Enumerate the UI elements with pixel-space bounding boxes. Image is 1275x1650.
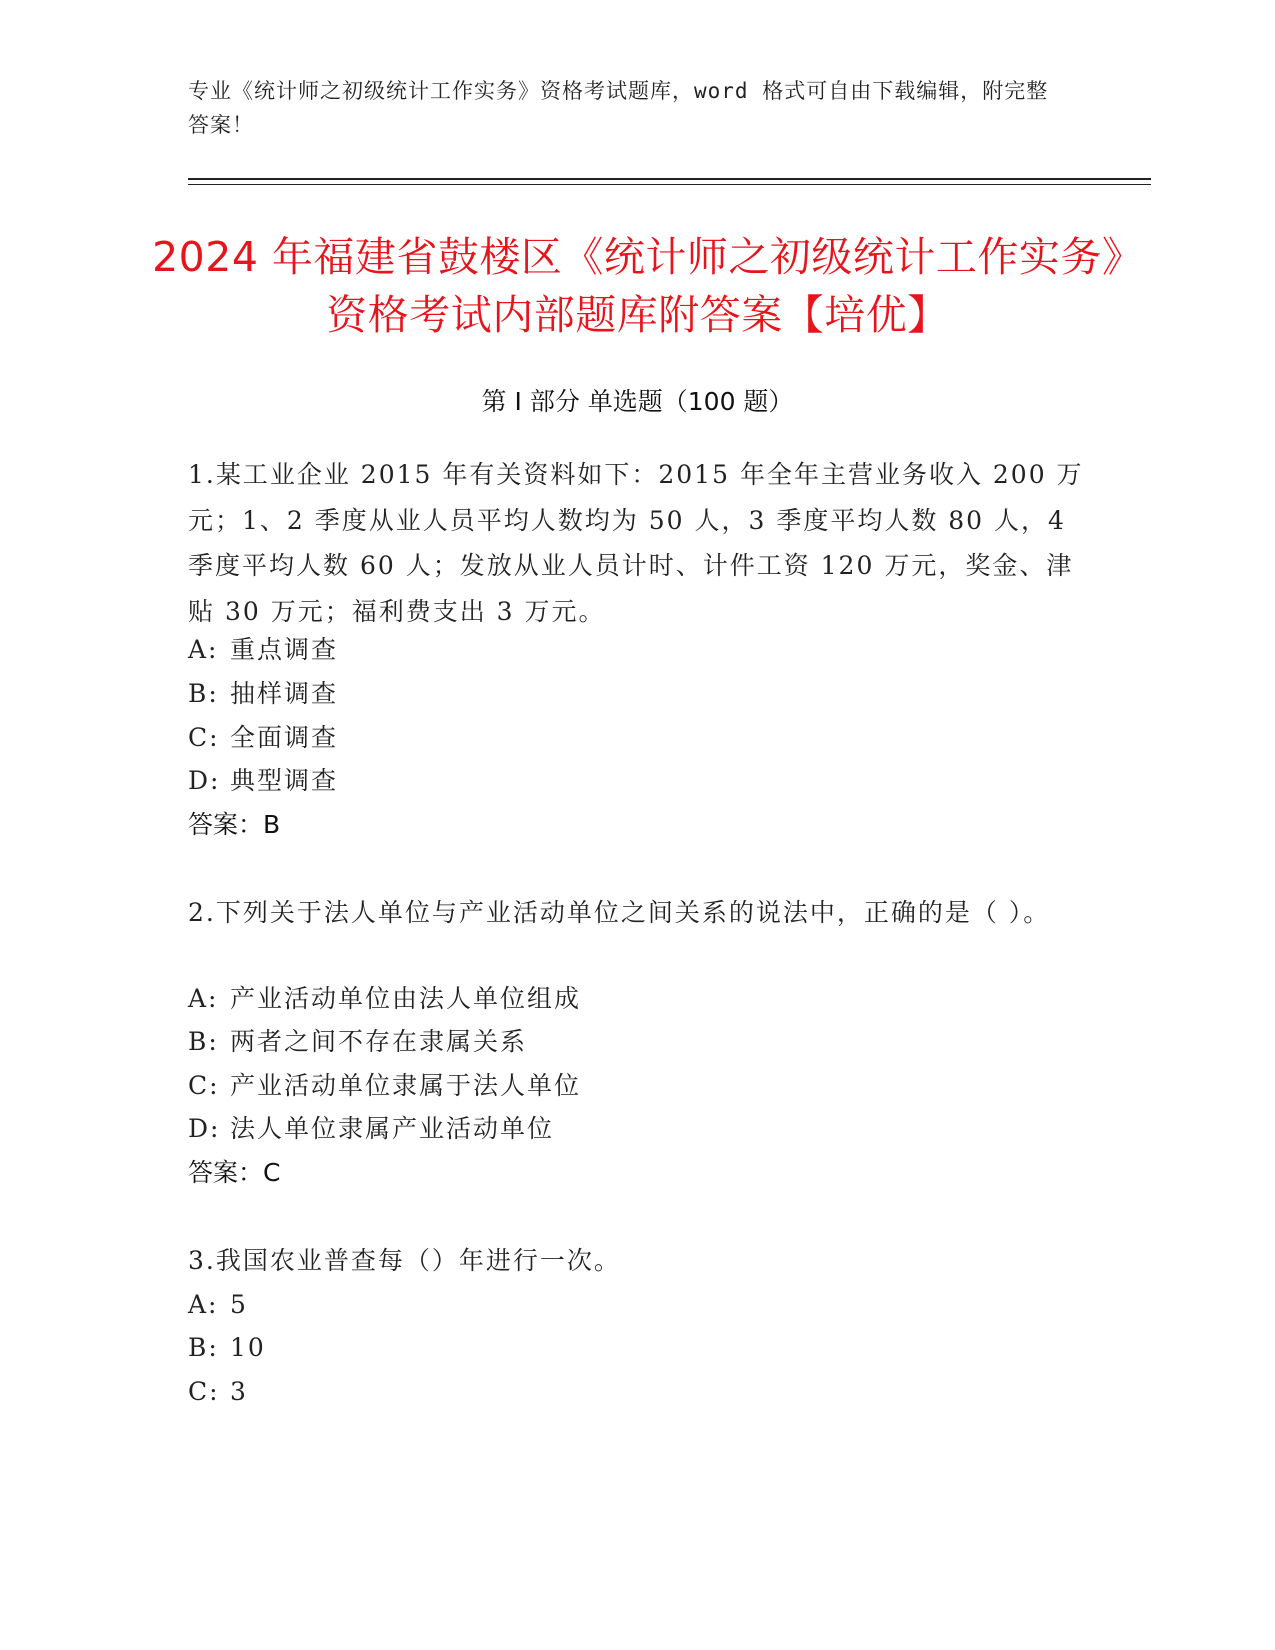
question-2-option-b: [188, 1019, 1088, 1064]
option-text: 产业活动单位隶属于法人单位: [230, 1071, 582, 1100]
document-title: 2024 年福建省鼓楼区《统计师之初级统计工作实务》资格考试内部题库附答案【培优】: [152, 233, 1123, 339]
section-title: 第 I 部分 单选题（100 题）: [481, 387, 794, 416]
question-2-text: 2.下列关于法人单位与产业活动单位之间关系的说法中，正确的是（ ）。: [188, 898, 1051, 927]
question-1-text: 1.某工业企业 2015 年有关资料如下：2015 年全年主营业务收入 200 万元；1、2 季度从业人员平均人数均为 50 人，3 季度平均人数 80 人，4 季度平均人数 60 人；发放从业人员计时、计件工资 120 万元，奖金、津贴 30 万元；福利费支出 3 万元。: [188, 460, 1084, 626]
question-3-text: 3.我国农业普查每（）年进行一次。: [188, 1246, 621, 1275]
header-note: 专业《统计师之初级统计工作实务》资格考试题库，word 格式可自由下载编辑，附完整答案！: [188, 79, 1049, 137]
option-letter: A:: [188, 635, 219, 664]
option-letter: B:: [188, 679, 219, 708]
option-letter: D:: [188, 1114, 221, 1143]
question-3-option-a: [188, 1282, 1088, 1327]
option-text: 典型调查: [230, 766, 339, 795]
option-letter: A:: [188, 1290, 219, 1319]
option-text: 5: [230, 1290, 248, 1319]
question-1-option-d: [188, 758, 1088, 803]
option-text: 全面调查: [230, 723, 339, 752]
option-letter: A:: [188, 984, 219, 1013]
question-2-option-a: [188, 976, 1088, 1021]
question-1-option-a: [188, 627, 1088, 672]
option-text: 重点调查: [230, 635, 339, 664]
question-1-answer: 答案：B: [188, 810, 281, 839]
question-1-option-b: [188, 671, 1088, 716]
option-letter: B:: [188, 1333, 219, 1362]
option-letter: D:: [188, 766, 221, 795]
question-3-option-b: [188, 1325, 1088, 1370]
option-letter: C:: [188, 723, 220, 752]
option-text: 产业活动单位由法人单位组成: [230, 984, 582, 1013]
option-text: 10: [230, 1333, 266, 1362]
question-1-option-c: [188, 715, 1088, 760]
option-text: 3: [230, 1377, 248, 1406]
header-divider-thin: [188, 184, 1151, 185]
option-text: 抽样调查: [230, 679, 339, 708]
option-text: 两者之间不存在隶属关系: [230, 1027, 528, 1056]
option-letter: C:: [188, 1377, 220, 1406]
question-2-answer: 答案：C: [188, 1158, 281, 1187]
question-2-option-d: [188, 1106, 1088, 1151]
option-text: 法人单位隶属产业活动单位: [230, 1114, 555, 1143]
question-2-option-c: [188, 1063, 1088, 1108]
option-letter: C:: [188, 1071, 220, 1100]
question-3-option-c: [188, 1369, 1088, 1414]
option-letter: B:: [188, 1027, 219, 1056]
header-divider-thick: [188, 178, 1151, 180]
